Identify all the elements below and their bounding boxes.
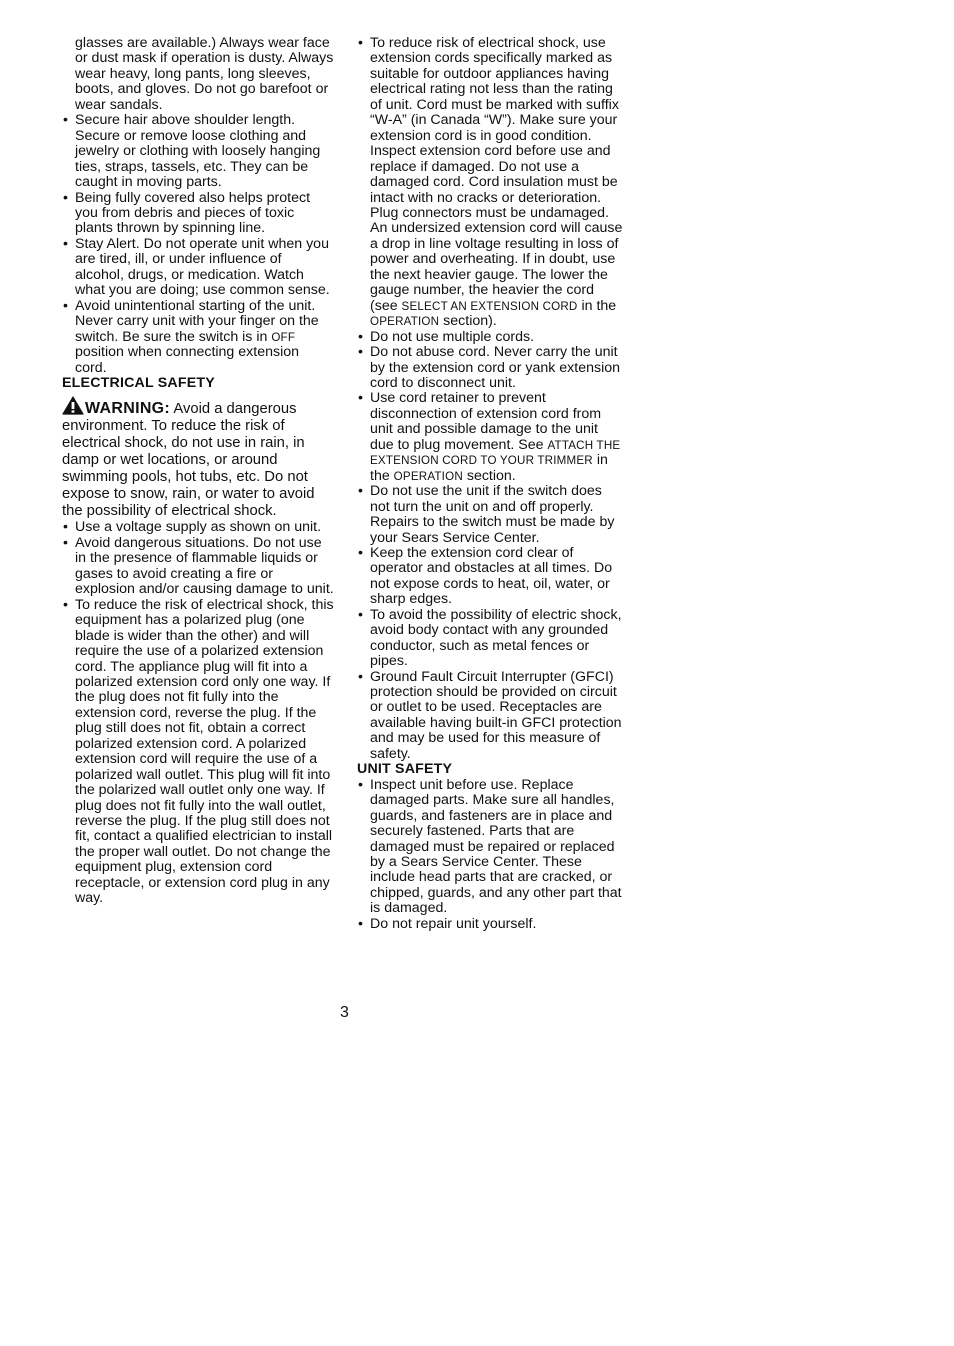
text-span: Avoid unintentional starting of the unit. Never carry unit with your finger on the switch. Be sure the switch is in <box>75 297 319 345</box>
text-span: To reduce risk of electrical shock, use extension cords specifically marked as suitable for outdoor appliances having electrical rating not less than the rating of unit. Cord must be marked with suffix “W-A” (in Canada “W”). Make sure your extension cord is in good condition. Inspect extension cord before use and replace if damaged. Do not use a damaged cord. Cord insulation must be intact with no cracks or deterioration. Plug connectors must be undamaged. An undersized extension cord will cause a drop in line voltage resulting in loss of power and overheating. If in doubt, use the next heavier gauge. The lower the gauge number, the heavier the cord (see <box>370 35 623 314</box>
section-reference: SELECT AN EXTENSION CORD <box>401 299 578 313</box>
list-item: • To reduce the risk of electrical shock, this equipment has a polarized plug (one blade is wider than the other) and will require the use of a polarized extension cord. The appliance plug will fit into a polarized extension cord only one way. If the plug does not fit fully into the extension cord, reverse the plug. If the plug still does not fit, obtain a correct polarized extension cord. A polarized extension cord will require the use of a polarized wall outlet. This plug will fit into the polarized wall outlet only one way. If plug does not fit fully into the wall outlet, reverse the plug. If the plug still does not fit, contact a qualified electrician to install the proper wall outlet. Do not change the equipment plug, extension cord receptacle, or extension cord plug in any way. <box>62 598 334 907</box>
list-item-switch <box>62 299 334 376</box>
list-item: • Do not abuse cord. Never carry the unit by the extension cord or yank extension cord to disconnect unit. <box>357 345 625 391</box>
list-item-extension-cord <box>357 36 625 330</box>
left-column <box>62 36 334 907</box>
intro-continuation: glasses are available.) Always wear face or dust mask if operation is dusty. Always wear heavy, long pants, long sleeves, boots, and gloves. Do not go barefoot or wear sandals. <box>75 35 334 113</box>
list-item: • To avoid the possibility of electric shock, avoid body contact with any grounded conductor, such as metal fences or pipes. <box>357 608 625 670</box>
section-reference: ATTACH THE EXTENSION CORD TO YOUR TRIMMER <box>370 438 621 468</box>
list-item: • Ground Fault Circuit Interrupter (GFCI) protection should be provided on circuit or outlet to be used. Receptacles are available having built-in GFCI protection and may be used for this measure of safety. <box>357 670 625 763</box>
off-keyword: OFF <box>271 330 296 344</box>
list-item: • Keep the extension cord clear of operator and obstacles at all times. Do not expose cords to heat, oil, water, or sharp edges. <box>357 546 625 608</box>
list-item: • Do not repair unit yourself. <box>357 917 625 932</box>
warning-label: WARNING: <box>85 400 171 418</box>
right-column <box>357 36 625 932</box>
list-item: • Inspect unit before use. Replace damaged parts. Make sure all handles, guards, and fasteners are in place and securely fastened. Parts that are damaged must be repaired or replaced by a Sears Service Center. These include head parts that are cracked, or chipped, guards, and any other part that is damaged. <box>357 778 625 917</box>
list-item: • Avoid dangerous situations. Do not use in the presence of flammable liquids or gases to avoid creating a fire or explosion and/or causing damage to unit. <box>62 536 334 598</box>
text-span: position when connecting extension cord. <box>75 344 300 376</box>
list-item: • Do not use multiple cords. <box>357 330 625 345</box>
list-item: • Being fully covered also helps protect you from debris and pieces of toxic plants thrown by spinning line. <box>62 191 334 237</box>
warning-text: Avoid a dangerous environment. To reduce the risk of electrical shock, do not use in rain, in damp or wet locations, or around swimming pools, hot tubs, etc. Do not expose to snow, rain, or water to avoid the possibility of electrical shock. <box>62 401 315 520</box>
electrical-safety-heading: ELECTRICAL SAFETY <box>62 374 215 391</box>
text-span: section). <box>439 313 497 330</box>
warning-paragraph <box>62 396 334 520</box>
unit-safety-heading: UNIT SAFETY <box>357 761 453 778</box>
section-reference: OPERATION <box>393 469 463 483</box>
text-span: section. <box>462 467 516 484</box>
warning-triangle-icon <box>62 396 84 415</box>
section-reference: OPERATION <box>370 315 440 329</box>
list-item: • Secure hair above shoulder length. Secure or remove loose clothing and jewelry or clothing with loosely hanging ties, straps, tassels, etc. They can be caught in moving parts. <box>62 113 334 190</box>
list-item: • Use a voltage supply as shown on unit. <box>62 520 334 535</box>
text-span: in the <box>577 297 617 314</box>
list-item: • Do not use the unit if the switch does not turn the unit on and off properly. Repairs to the switch must be made by your Sears Service Center. <box>357 484 625 546</box>
page-number: 3 <box>340 1004 349 1021</box>
text-span: in the <box>370 452 608 484</box>
list-item: • Stay Alert. Do not operate unit when you are tired, ill, or under influence of alcohol, drugs, or medication. Watch what you are doing; use common sense. <box>62 237 334 299</box>
text-span: Use cord retainer to prevent disconnection of extension cord from unit and possible damage to the unit due to plug movement. See <box>370 390 602 453</box>
list-item-cord-retainer <box>357 391 625 484</box>
